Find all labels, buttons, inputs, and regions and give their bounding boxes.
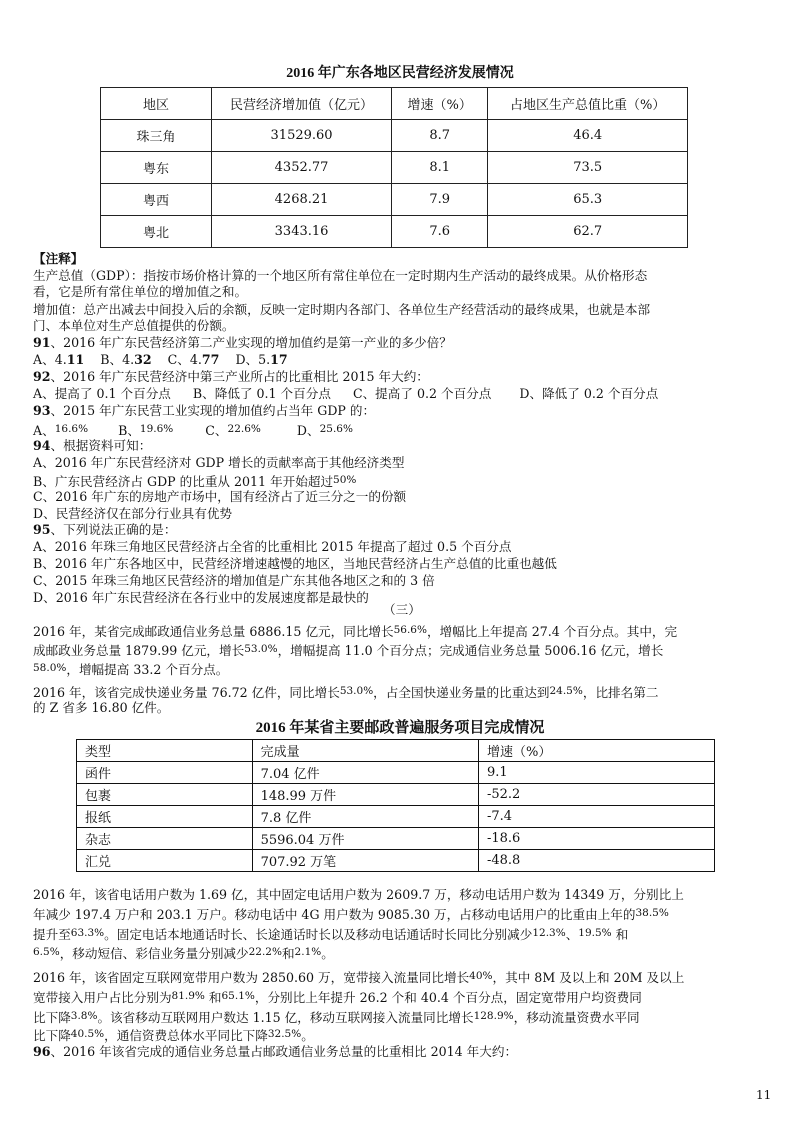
note-gdp-line2: 看，它是所有常住单位的增加值之和。: [33, 284, 248, 299]
cell-type: 汇兑: [77, 850, 253, 872]
option-a: A、4.11: [33, 352, 85, 367]
option-c: C、2016 年广东的房地产市场中，国有经济占了近三分之一的份额: [33, 489, 407, 504]
option-b: B、降低了 0.1 个百分点: [192, 386, 331, 401]
question-stem: 、根据资料可知：: [50, 438, 152, 453]
notes-heading: 【注释】: [33, 251, 84, 266]
para2-line1: 2016 年，该省完成快递业务量 76.72 亿件，同比增长$^{53.0\%}$，占全国快递业务量的比重达到$^{24.5\%}$，比排名第二: [33, 685, 659, 700]
question-95: [33, 522, 176, 538]
header-added-value: 民营经济增加值（亿元）: [212, 88, 392, 120]
cell-region: 粤东: [101, 152, 212, 184]
table-header-row: [77, 740, 715, 762]
cell-added-value: 31529.60: [212, 120, 392, 152]
para4-line4: 比下降$^{40.5\%}$，通信资费总体水平同比下降$^{32.5\%}$。: [33, 1028, 314, 1043]
cell-share: 73.5: [488, 152, 688, 184]
cell-growth: -7.4: [478, 806, 714, 828]
option-b: B、2016 年广东各地区中，民营经济增速越慢的地区，当地民营经济占生产总值的比重也越低: [33, 556, 557, 571]
cell-growth: 7.9: [392, 184, 488, 216]
cell-volume: 707.92 万笔: [252, 850, 478, 872]
para3-line3: 提升至$^{63.3\%}$。固定电话本地通话时长、长途通话时长以及移动电话通话时长同比分别减少$^{12.3\%}$、$^{19.5\%}$ 和: [33, 927, 629, 942]
cell-type: 包裹: [77, 784, 253, 806]
cell-growth: -52.2: [478, 784, 714, 806]
header-share: 占地区生产总值比重（%）: [488, 88, 688, 120]
header-growth: 增速（%）: [392, 88, 488, 120]
question-number: 91: [33, 335, 51, 350]
question-92: [33, 369, 429, 385]
question-number: 95: [33, 522, 51, 537]
option-a: A、提高了 0.1 个百分点: [33, 386, 171, 401]
question-number: 92: [33, 369, 51, 384]
cell-volume: 7.04 亿件: [252, 762, 478, 784]
para4-line3: 比下降$^{3.8\%}$。该省移动互联网用户数达 1.15 亿，移动互联网接入流量同比增长$^{128.9\%}$，移动流量资费水平同: [33, 1010, 640, 1025]
cell-growth: 9.1: [478, 762, 714, 784]
cell-growth: 8.7: [392, 120, 488, 152]
cell-growth: 8.1: [392, 152, 488, 184]
question-number: 94: [33, 438, 51, 453]
question-93: [33, 403, 375, 419]
cell-share: 65.3: [488, 184, 688, 216]
note-va-line1: 增加值：总产出减去中间投入后的余额，反映一定时期内各部门、各单位生产经营活动的最终成果，也就是本部: [33, 302, 651, 317]
header-volume: 完成量: [252, 740, 478, 762]
question-number: 93: [33, 403, 51, 418]
table1-title: 2016 年广东各地区民营经济发展情况: [286, 66, 514, 81]
postal-service-table: [76, 739, 715, 872]
question-92-options: [33, 386, 658, 402]
cell-share: 46.4: [488, 120, 688, 152]
question-number: 96: [33, 1044, 51, 1059]
cell-type: 函件: [77, 762, 253, 784]
para1-line2: 成邮政业务总量 1879.99 亿元，增长$^{53.0\%}$，增幅提高 11.0 个百分点；完成通信业务总量 5006.16 亿元，增长: [33, 643, 664, 658]
question-93-options: [33, 421, 353, 439]
option-a: A、2016 年广东民营经济对 GDP 增长的贡献率高于其他经济类型: [33, 455, 405, 470]
section-heading: （三）: [383, 602, 421, 617]
cell-volume: 5596.04 万件: [252, 828, 478, 850]
option-d: D、5.17: [235, 352, 288, 367]
option-a: A、2016 年珠三角地区民营经济占全省的比重相比 2015 年提高了超过 0.5 个百分点: [33, 539, 512, 554]
table-row: [77, 806, 715, 828]
option-d: D、民营经济仅在部分行业具有优势: [33, 506, 233, 521]
note-gdp-line1: 生产总值（GDP）：指按市场价格计算的一个地区所有常住单位在一定时期内生产活动的最终成果。从价格形态: [33, 268, 648, 283]
question-94: [33, 438, 151, 454]
para1-line1: 2016 年，某省完成邮政通信业务总量 6886.15 亿元，同比增长$^{56.6\%}$，增幅比上年提高 27.4 个百分点。其中，完: [33, 624, 678, 639]
question-stem: 、2016 年广东民营经济中第三产业所占的比重相比 2015 年大约：: [50, 369, 429, 384]
cell-region: 珠三角: [101, 120, 212, 152]
option-c: C、提高了 0.2 个百分点: [352, 386, 492, 401]
table-row: [77, 828, 715, 850]
cell-volume: 7.8 亿件: [252, 806, 478, 828]
question-stem: 、2015 年广东民营工业实现的增加值约占当年 GDP 的：: [50, 403, 376, 418]
table-row: [101, 120, 688, 152]
question-stem: 、2016 年广东民营经济第二产业实现的增加值约是第一产业的多少倍？: [50, 335, 452, 350]
option-d: D、$^{25.6\%}$: [296, 423, 353, 438]
cell-added-value: 4352.77: [212, 152, 392, 184]
question-96: [33, 1044, 517, 1060]
page-number: 11: [756, 1088, 772, 1102]
table-row: [101, 152, 688, 184]
cell-added-value: 4268.21: [212, 184, 392, 216]
question-stem: 、2016 年该省完成的通信业务总量占邮政通信业务总量的比重相比 2014 年大约：: [50, 1044, 518, 1059]
note-va-line2: 门、本单位对生产总值提供的份额。: [33, 318, 235, 333]
option-b: B、$^{19.6\%}$: [118, 423, 174, 438]
option-b: B、4.32: [100, 352, 152, 367]
option-c: C、2015 年珠三角地区民营经济的增加值是广东其他各地区之和的 3 倍: [33, 573, 435, 588]
cell-growth: -18.6: [478, 828, 714, 850]
para4-line2: 宽带接入用户占比分别为$^{81.9\%}$ 和$^{65.1\%}$，分别比上年提升 26.2 个和 40.4 个百分点，固定宽带用户均资费同: [33, 990, 642, 1005]
cell-growth: 7.6: [392, 216, 488, 248]
regional-private-economy-table: [100, 87, 688, 248]
table-row: [101, 216, 688, 248]
cell-share: 62.7: [488, 216, 688, 248]
header-growth: 增速（%）: [478, 740, 714, 762]
table-row: [101, 184, 688, 216]
table-row: [77, 784, 715, 806]
table2-title: 2016 年某省主要邮政普遍服务项目完成情况: [255, 720, 545, 736]
cell-growth: -48.8: [478, 850, 714, 872]
option-d: D、降低了 0.2 个百分点: [519, 386, 659, 401]
para4-line1: 2016 年，该省固定互联网宽带用户数为 2850.60 万，宽带接入流量同比增长$^{40\%}$，其中 8M 及以上和 20M 及以上: [33, 970, 685, 985]
option-c: C、$^{22.6\%}$: [205, 423, 261, 438]
option-a: A、$^{16.6\%}$: [33, 423, 89, 438]
cell-added-value: 3343.16: [212, 216, 392, 248]
cell-region: 粤西: [101, 184, 212, 216]
para3-line1: 2016 年，该省电话用户数为 1.69 亿，其中固定电话用户数为 2609.7 万，移动电话用户数为 14349 万，分别比上: [33, 887, 684, 902]
table-header-row: [101, 88, 688, 120]
cell-volume: 148.99 万件: [252, 784, 478, 806]
para2-line2: 的 Z 省多 16.80 亿件。: [33, 700, 170, 715]
cell-region: 粤北: [101, 216, 212, 248]
header-type: 类型: [77, 740, 253, 762]
option-d: D、2016 年广东民营经济在各行业中的发展速度都是最快的: [33, 590, 369, 605]
option-c: C、4.77: [167, 352, 220, 367]
question-91: [33, 335, 452, 351]
question-stem: 、下列说法正确的是：: [50, 522, 177, 537]
para1-line3: $^{58.0\%}$，增幅提高 33.2 个百分点。: [33, 662, 229, 677]
option-b: B、广东民营经济占 GDP 的比重从 2011 年开始超过$^{50\%}$: [33, 474, 357, 489]
header-region: 地区: [101, 88, 212, 120]
question-91-options: [33, 352, 288, 368]
para3-line2: 年减少 197.4 万户和 203.1 万户。移动电话中 4G 用户数为 9085.30 万，占移动电话用户的比重由上年的$^{38.5\%}$: [33, 907, 669, 922]
table-row: [77, 850, 715, 872]
cell-type: 报纸: [77, 806, 253, 828]
para3-line4: $^{6.5\%}$，移动短信、彩信业务量分别减少$^{22.2\%}$和$^{2.1\%}$。: [33, 946, 334, 961]
cell-type: 杂志: [77, 828, 253, 850]
table-row: [77, 762, 715, 784]
